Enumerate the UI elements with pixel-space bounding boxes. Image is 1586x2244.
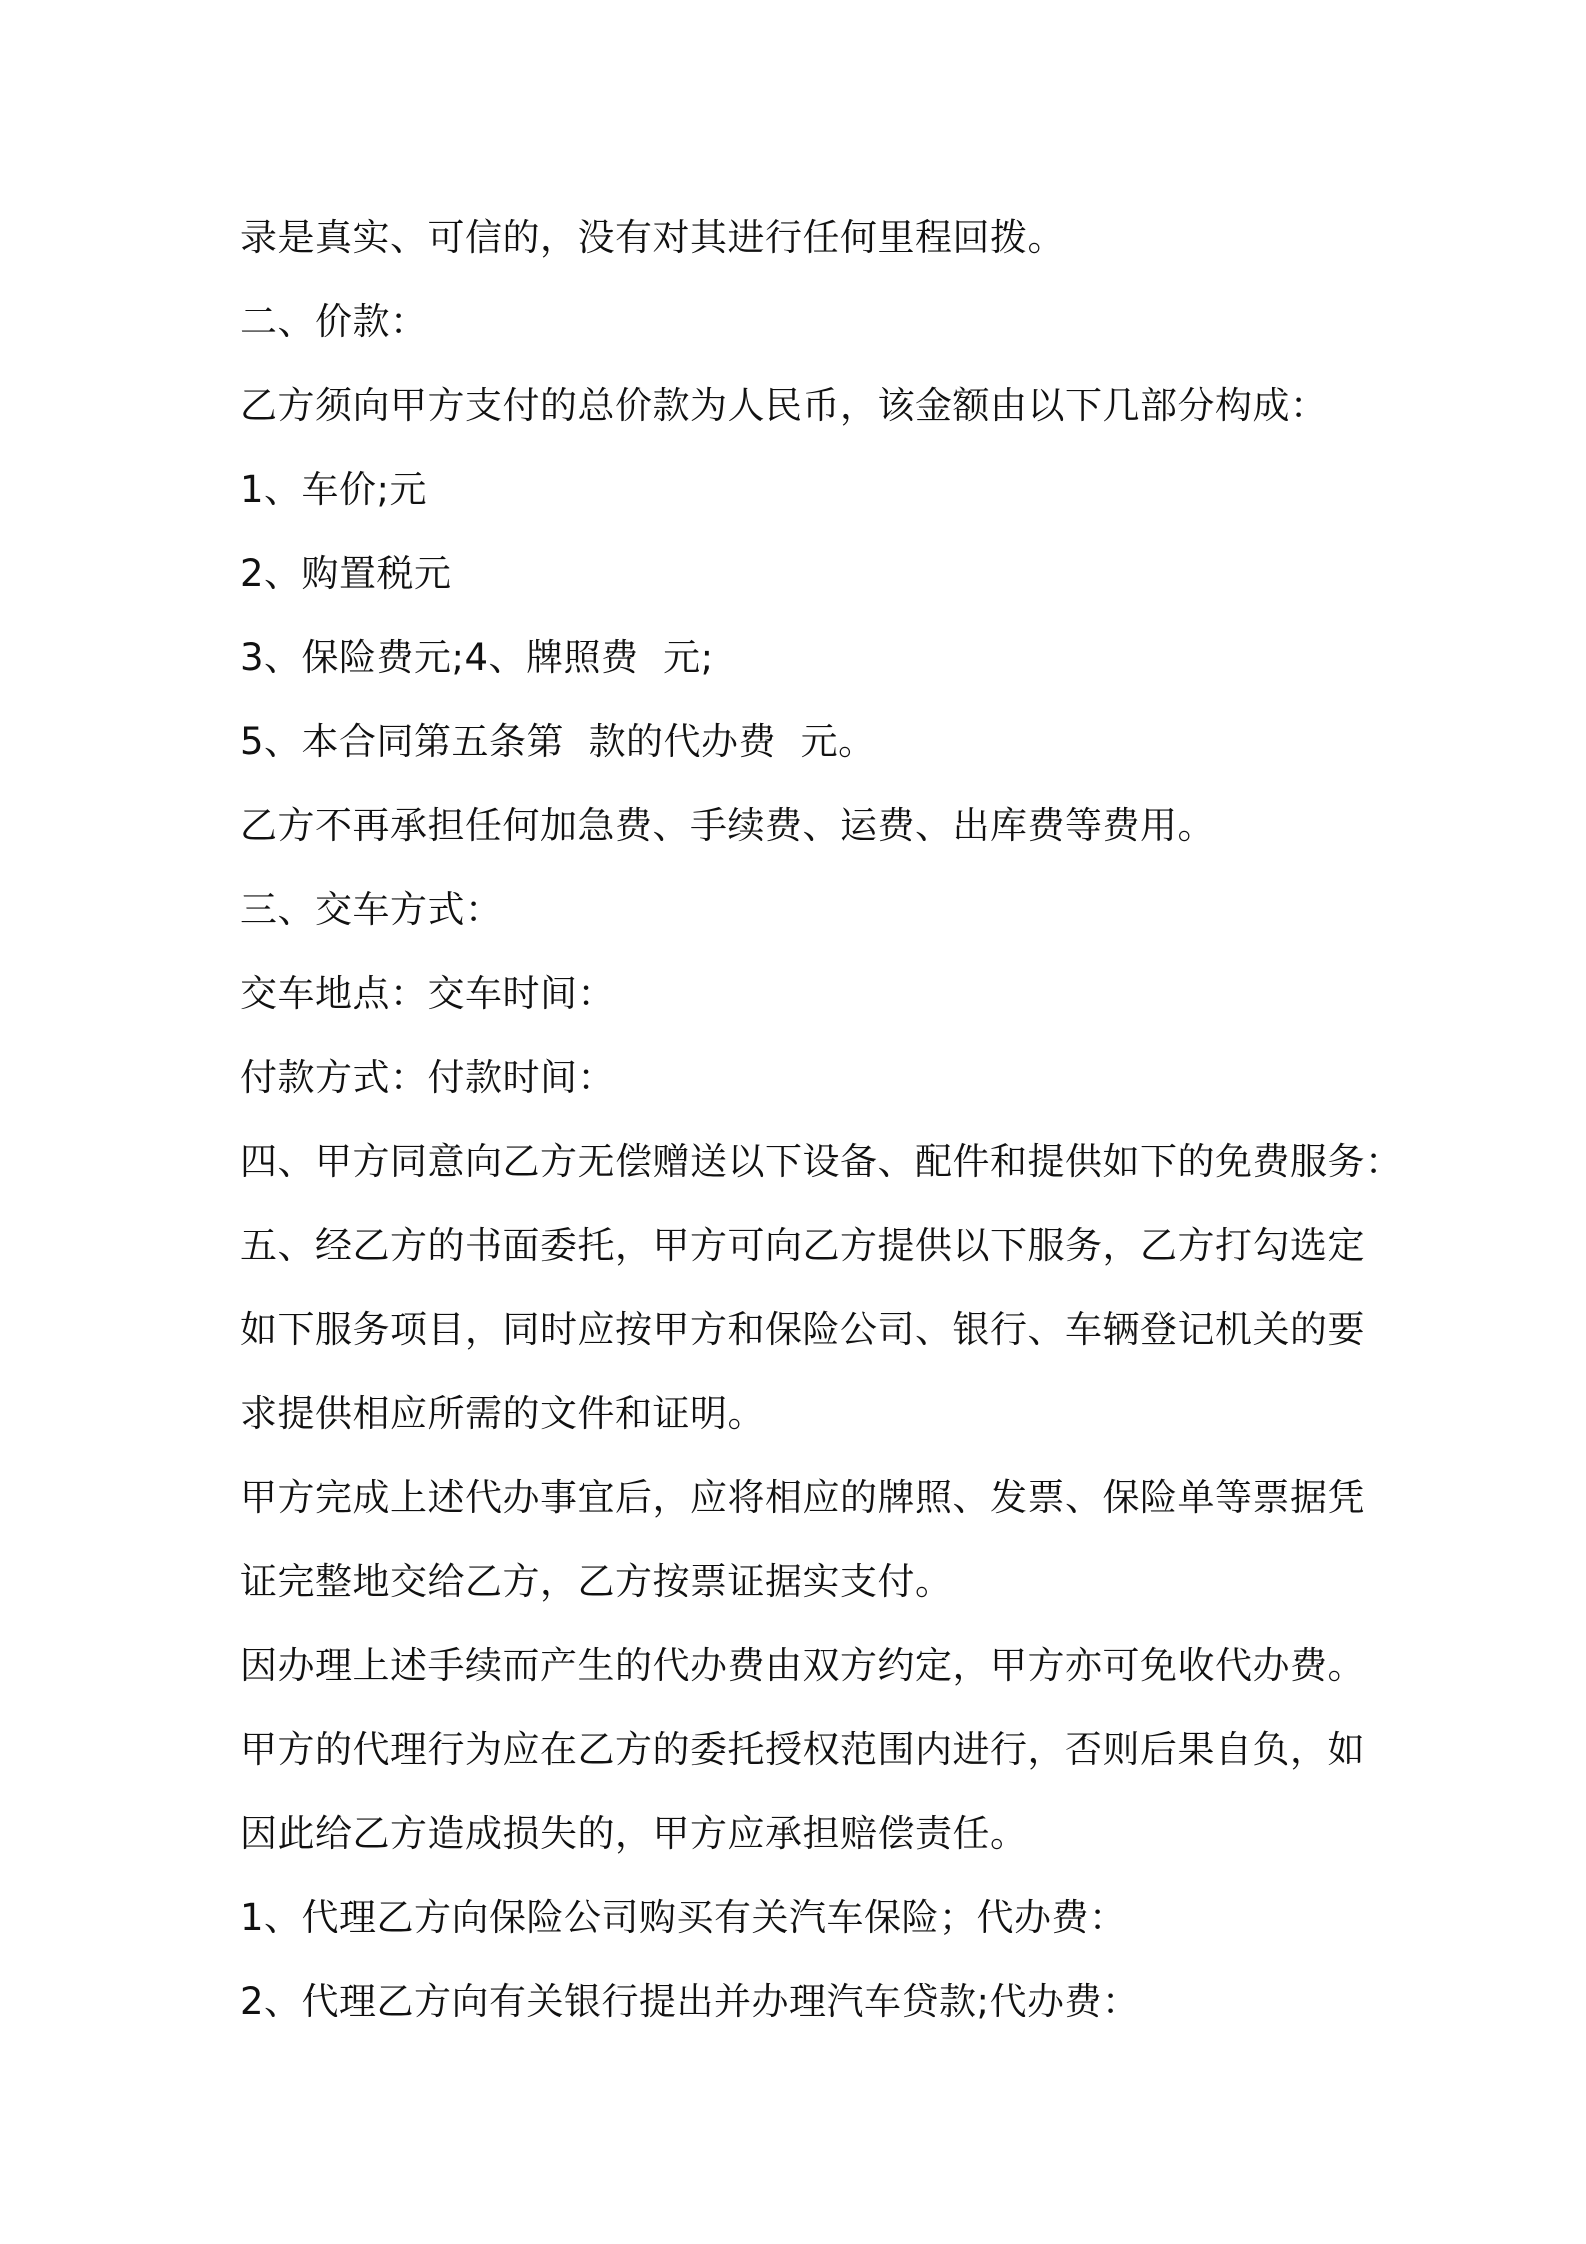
text-line: 录是真实、可信的，没有对其进行任何里程回拨。 xyxy=(240,216,1065,259)
list-item: 1、代理乙方向保险公司购买有关汽车保险；代办费： xyxy=(240,1896,1127,1939)
text-line: 乙方须向甲方支付的总价款为人民币，该金额由以下几部分构成： xyxy=(240,384,1328,427)
contract-text-body xyxy=(240,196,1403,2044)
section-heading-delivery: 三、交车方式： xyxy=(240,888,503,931)
list-item: 2、购置税元 xyxy=(240,552,452,595)
text-line: 交车地点：交车时间： xyxy=(240,972,615,1015)
text-line: 如下服务项目，同时应按甲方和保险公司、银行、车辆登记机关的要 xyxy=(240,1308,1365,1351)
text-line: 因办理上述手续而产生的代办费由双方约定，甲方亦可免收代办费。 xyxy=(240,1644,1365,1687)
text-line: 证完整地交给乙方，乙方按票证据实支付。 xyxy=(240,1560,953,1603)
list-item: 2、代理乙方向有关银行提出并办理汽车贷款;代办费： xyxy=(240,1980,1140,2023)
list-item: 3、保险费元;4、牌照费 元; xyxy=(240,636,714,679)
text-line: 甲方的代理行为应在乙方的委托授权范围内进行，否则后果自负，如 xyxy=(240,1728,1365,1771)
text-line: 因此给乙方造成损失的，甲方应承担赔偿责任。 xyxy=(240,1812,1028,1855)
section-heading-free-services: 四、甲方同意向乙方无偿赠送以下设备、配件和提供如下的免费服务： xyxy=(240,1140,1403,1183)
text-line: 求提供相应所需的文件和证明。 xyxy=(240,1392,765,1435)
section-heading-entrusted-services: 五、经乙方的书面委托，甲方可向乙方提供以下服务，乙方打勾选定 xyxy=(240,1224,1365,1267)
list-item: 5、本合同第五条第 款的代办费 元。 xyxy=(240,720,876,763)
section-heading-price: 二、价款： xyxy=(240,300,428,343)
text-line: 乙方不再承担任何加急费、手续费、运费、出库费等费用。 xyxy=(240,804,1215,847)
text-line: 付款方式：付款时间： xyxy=(240,1056,615,1099)
list-item: 1、车价;元 xyxy=(240,468,428,511)
text-line: 甲方完成上述代办事宜后，应将相应的牌照、发票、保险单等票据凭 xyxy=(240,1476,1365,1519)
